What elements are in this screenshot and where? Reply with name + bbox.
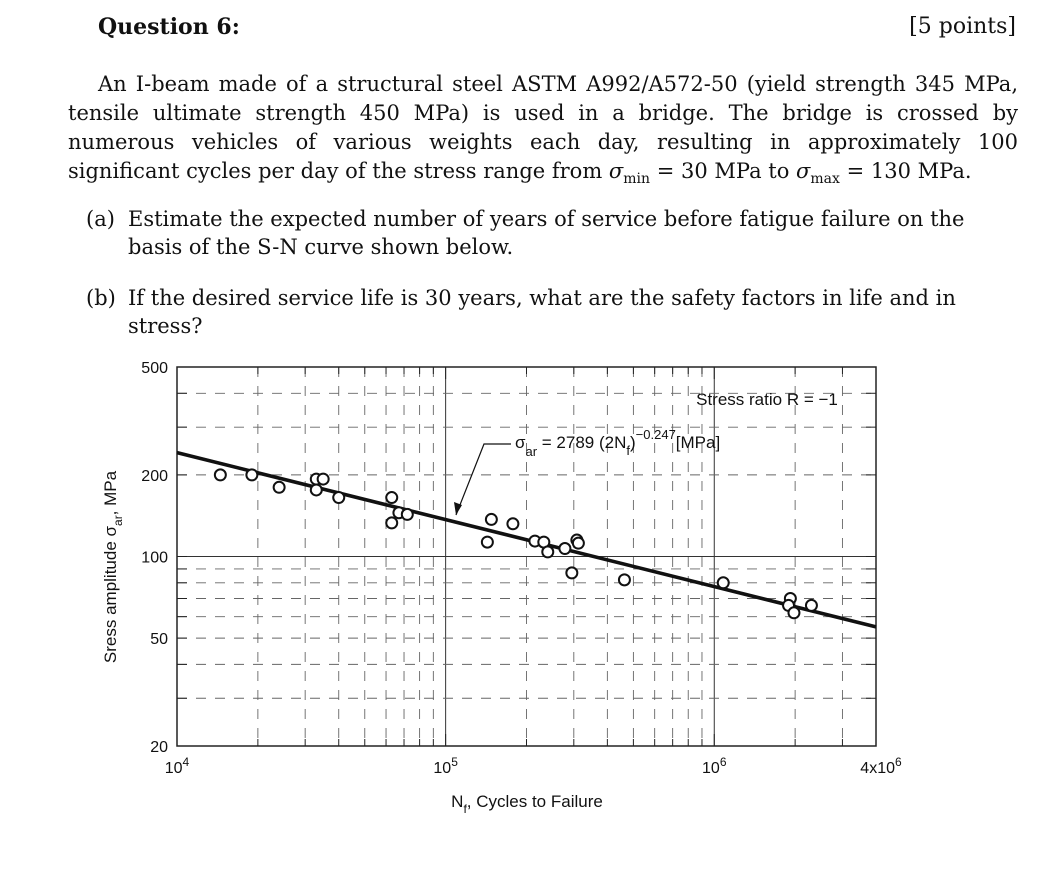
data-point (806, 600, 817, 611)
equation-paren: ) (630, 433, 636, 452)
sn-curve-chart (0, 340, 1064, 820)
body-text-1: An I-beam made of a structural steel ASTM A992/A572-50 (yield strength 345 MPa, tensile ultimate strength 450 MPa) is used in a bridge. The bridge is crossed by numerous vehicles of various weights each day, resulting in approximately 100 significant cycles per day of the stress range from (68, 72, 1018, 183)
x-tick-label-exponent: 6 (719, 755, 727, 769)
data-point (311, 484, 322, 495)
part-a-text: Estimate the expected number of years of service before fatigue failure on the basis of the S-N curve shown below. (128, 207, 965, 259)
data-point (402, 509, 413, 520)
chart-grid (177, 367, 876, 746)
equation-label (515, 427, 720, 459)
data-point (386, 517, 397, 528)
equation-mid: = 2789 (2N (537, 433, 627, 452)
x-axis-label-rest: , Cycles to Failure (466, 792, 603, 811)
data-point (718, 577, 729, 588)
sigma-min-symbol: σ (608, 159, 624, 183)
sigma-max-symbol: σ (796, 159, 811, 183)
equation-unit: [MPa] (675, 433, 721, 452)
data-point (573, 538, 584, 549)
equation-lhs: σ (515, 433, 526, 452)
data-point (619, 574, 630, 585)
equation-lhs-sub: ar (525, 444, 538, 459)
data-point (386, 492, 397, 503)
x-tick-label-exponent: 6 (895, 755, 902, 769)
data-point (542, 546, 553, 557)
question-title: Question 6: (98, 14, 240, 40)
y-axis-label (101, 470, 125, 663)
y-tick-label: 20 (150, 739, 168, 756)
question-points: [5 points] (909, 14, 1016, 39)
question-body (68, 70, 1018, 194)
equation-exponent: −0.247 (635, 427, 676, 442)
x-axis-label (451, 792, 603, 816)
sigma-max-subscript: max (810, 171, 840, 188)
part-b-text: If the desired service life is 30 years, what are the safety factors in life and in stress? (128, 286, 956, 338)
x-tick-label-exponent: 4 (182, 755, 190, 769)
x-tick-label (702, 755, 727, 777)
x-axis-label-sub: f (463, 802, 467, 816)
data-point (318, 474, 329, 485)
data-point (486, 514, 497, 525)
x-tick-label-base: 10 (164, 760, 183, 777)
y-tick-label: 200 (141, 467, 168, 485)
stress-ratio-label: Stress ratio R = −1 (696, 390, 838, 409)
data-point (566, 567, 577, 578)
body-text-2: = 30 MPa to (650, 159, 797, 183)
x-tick-label-base: 4x10 (860, 760, 896, 777)
y-tick-label: 500 (141, 360, 168, 377)
data-point (246, 469, 257, 480)
x-tick-label (433, 755, 458, 777)
x-tick-label (860, 755, 902, 777)
part-b-label: (b) (86, 286, 116, 310)
x-tick-label-exponent: 5 (451, 755, 458, 769)
data-point (215, 469, 226, 480)
equation-n-sub: f (626, 443, 630, 458)
y-tick-label: 100 (141, 549, 168, 567)
data-point (274, 482, 285, 493)
x-tick-label-base: 10 (702, 760, 720, 777)
y-axis-label-sub: ar (111, 515, 125, 526)
part-a-label: (a) (86, 207, 115, 231)
data-point (507, 518, 518, 529)
part-b (86, 284, 1021, 340)
x-tick-label (165, 755, 190, 777)
data-point (333, 492, 344, 503)
y-axis-label-rest: , MPa (101, 470, 120, 516)
data-point (559, 543, 570, 554)
equation-leader-line (456, 444, 511, 515)
body-text-3: = 130 MPa. (839, 159, 972, 183)
data-point (482, 537, 493, 548)
x-axis-label-main: N (451, 792, 464, 811)
sigma-min-subscript: min (623, 171, 651, 188)
x-tick-label-base: 10 (433, 760, 452, 777)
y-axis-label-main: Sress amplitude σ (101, 525, 120, 664)
part-a (86, 205, 1021, 261)
data-point (788, 607, 799, 618)
y-tick-label: 50 (150, 631, 168, 649)
